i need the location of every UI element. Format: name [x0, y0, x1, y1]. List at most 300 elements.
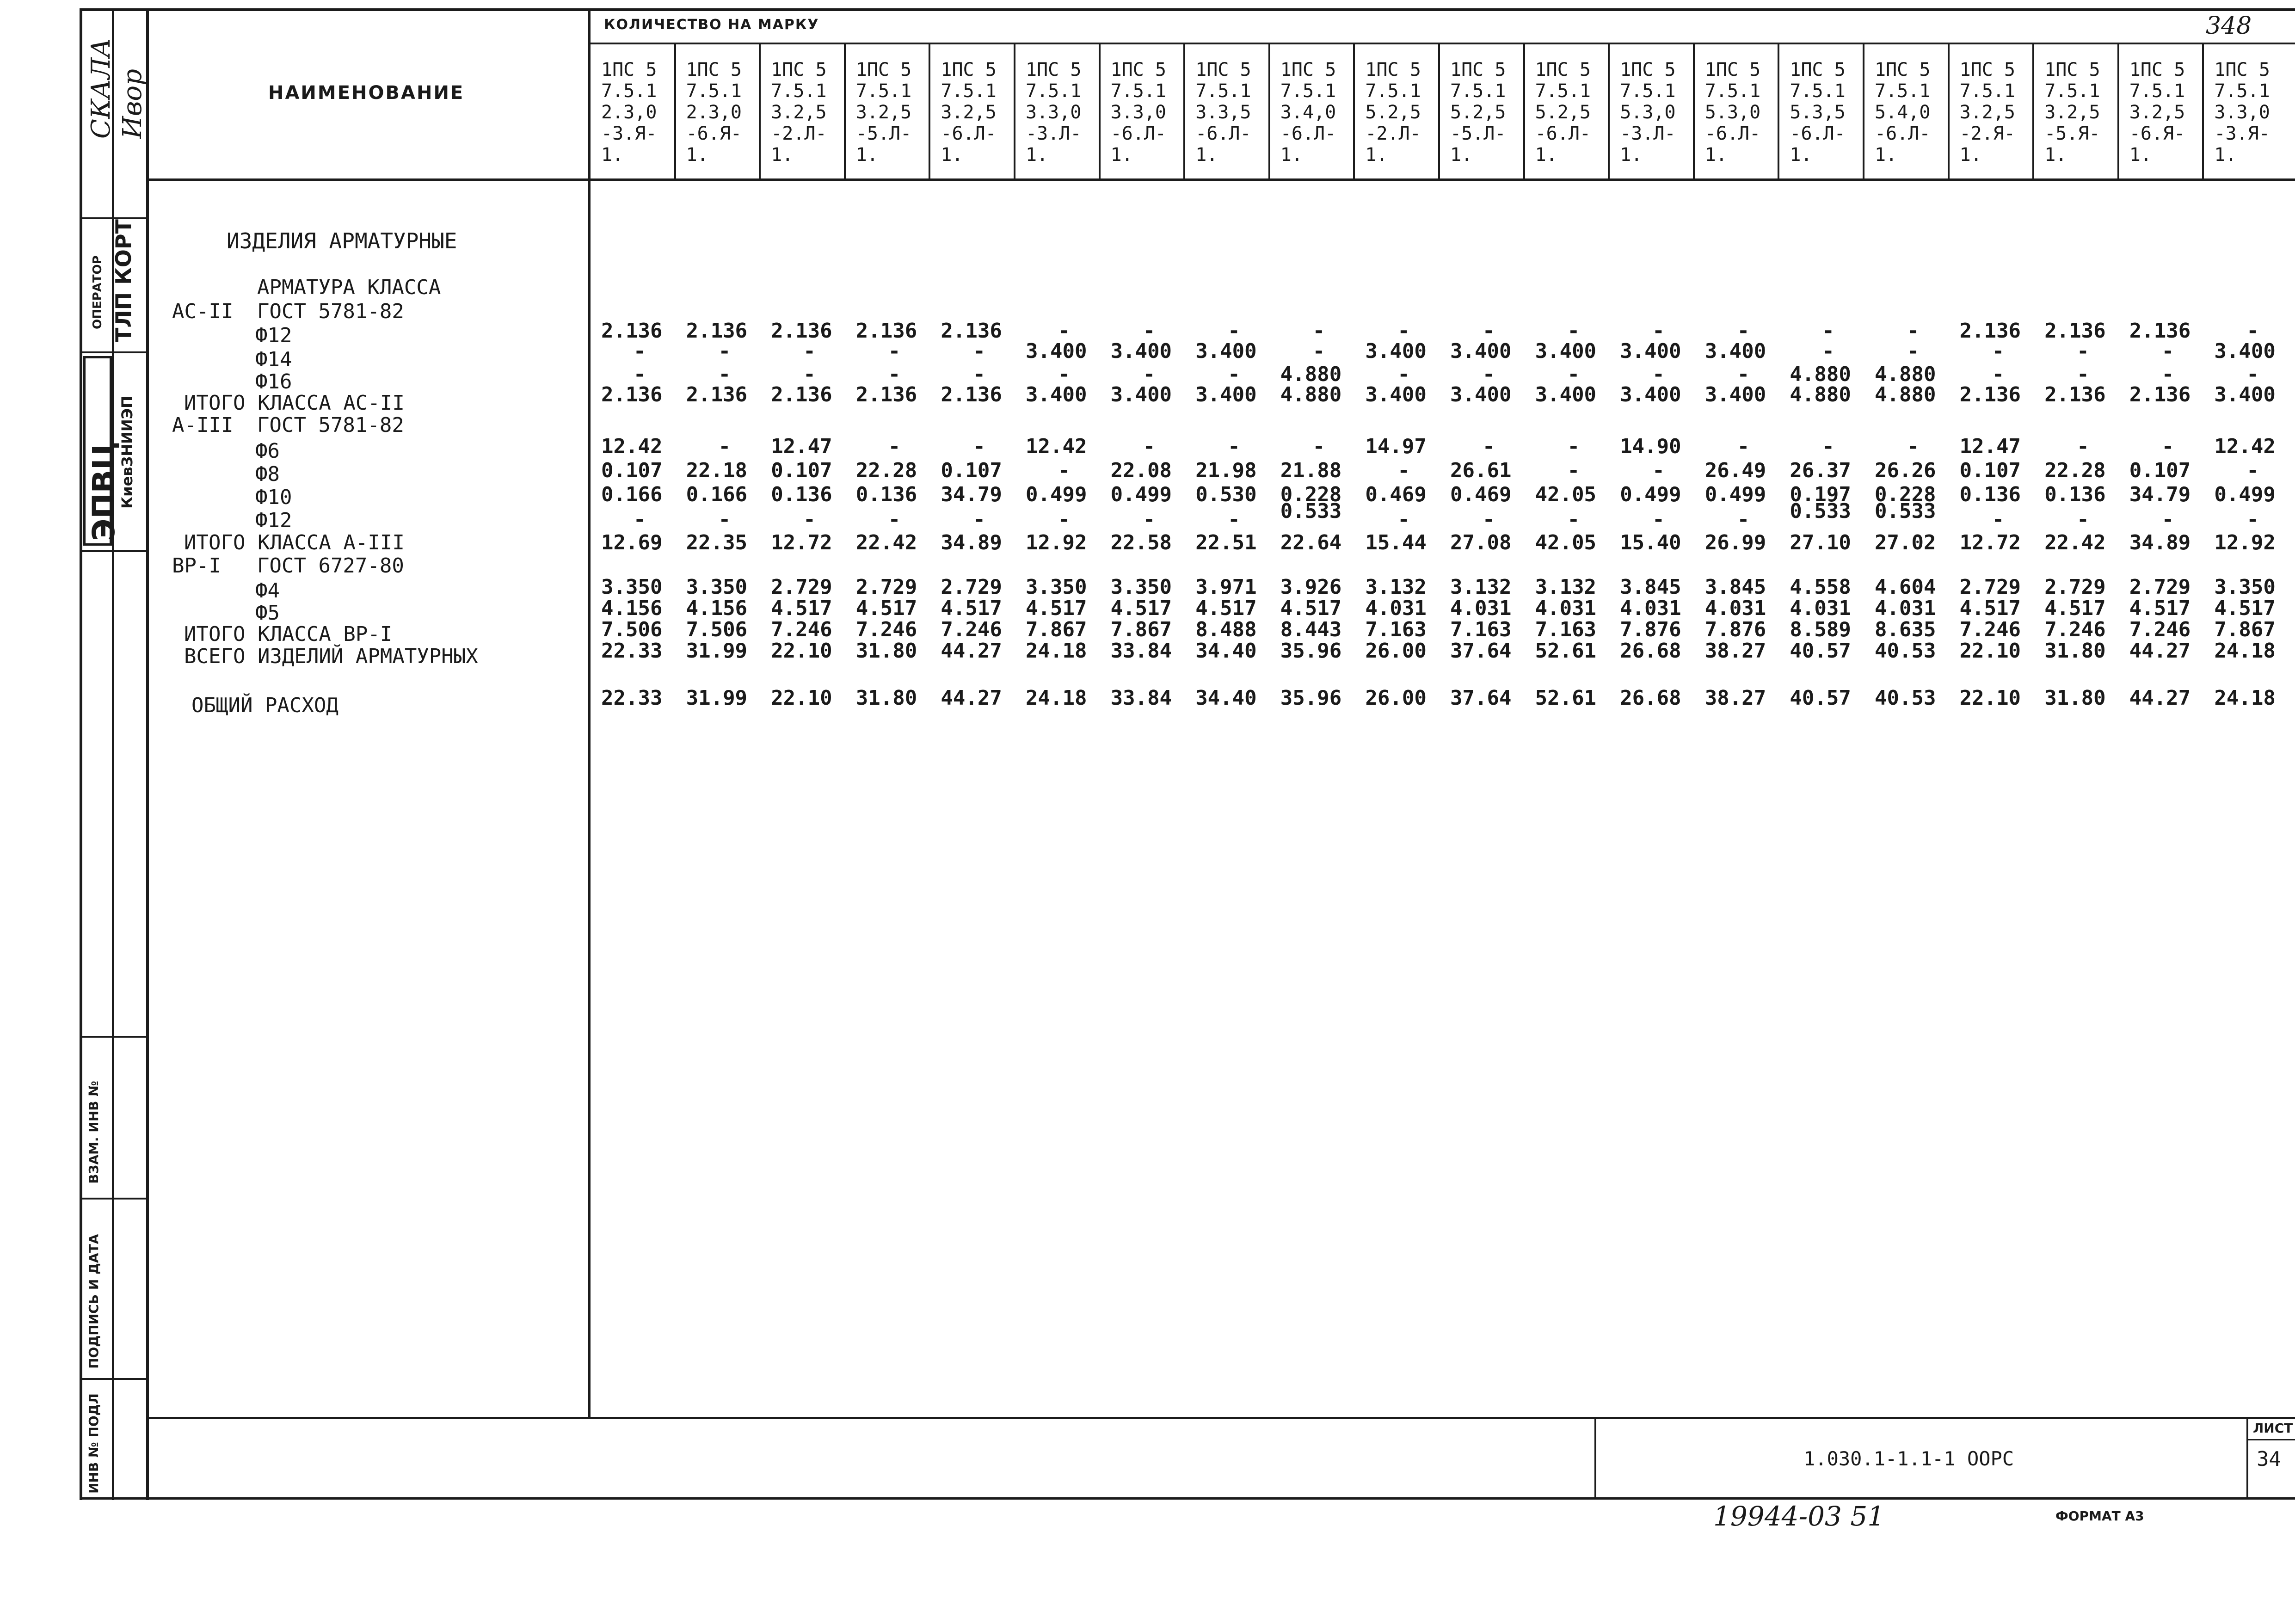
value-f4-9: 3.926: [1280, 575, 1342, 599]
value-vsego-11: 37.64: [1450, 639, 1512, 663]
footer-doc-code: 1.030.1-1.1-1 ООРС: [1803, 1447, 2014, 1470]
label-gost2: ГОСТ 5781-82: [257, 413, 404, 437]
footer-list-divider: [2246, 1417, 2248, 1499]
quantity-header-divider: [590, 43, 2295, 44]
value-f5-12: 4.031: [1535, 597, 1597, 620]
value-f10-8: 0.530: [1195, 483, 1257, 506]
mark-line: 7.5.1: [855, 80, 912, 102]
value-f4-3: 2.729: [771, 575, 832, 599]
mark-line: 7.5.1: [1620, 80, 1676, 102]
value-f12a-7: -: [1143, 319, 1156, 343]
value-f16-15: 4.880: [1790, 363, 1851, 386]
mark-line: 7.5.1: [1195, 80, 1251, 102]
value-f5-13: 4.031: [1620, 597, 1681, 620]
footer-format: ФОРМАТ А3: [2055, 1508, 2144, 1524]
value-itogo-as2-12: 3.400: [1535, 383, 1597, 406]
value-f10-9: 0.228: [1280, 483, 1342, 506]
value-f5-20: 4.517: [2214, 597, 2276, 620]
value-f12a-1: 2.136: [601, 319, 663, 343]
value-itogo-as2-9: 4.880: [1280, 383, 1342, 406]
value-f14-7: 3.400: [1110, 339, 1172, 363]
value-f12b-dash-10: -: [1397, 508, 1410, 531]
mark-line: 1ПС 5: [1195, 59, 1251, 80]
value-itogo-vr1-18: 7.246: [2044, 618, 2106, 641]
value-f12a-2: 2.136: [686, 319, 748, 343]
value-itogo-a3-20: 12.92: [2214, 531, 2276, 554]
mark-line: -6.Л-: [1195, 123, 1251, 144]
mark-line: -5.Л-: [855, 123, 912, 144]
mark-line: 1.: [1875, 144, 1897, 166]
value-itogo-as2-13: 3.400: [1620, 383, 1681, 406]
stamp-podpis: ПОДПИСЬ И ДАТА: [86, 1234, 101, 1369]
mark-col-divider: [1523, 44, 1525, 179]
value-f12b-dash-20: -: [2246, 508, 2259, 531]
mark-line: 1.: [1535, 144, 1557, 166]
value-f12b-dash-19: -: [2161, 508, 2174, 531]
value-f6-2: -: [718, 435, 731, 458]
value-f12a-14: -: [1737, 319, 1750, 343]
mark-line: 5.2,5: [1450, 102, 1506, 123]
value-itogo-a3-1: 12.69: [601, 531, 663, 554]
value-itogo-a3-15: 27.10: [1790, 531, 1851, 554]
value-itogo-a3-8: 22.51: [1195, 531, 1257, 554]
value-f8-1: 0.107: [601, 459, 663, 482]
value-f8-9: 21.88: [1280, 459, 1342, 482]
value-f16-3: -: [803, 363, 816, 386]
mark-line: -6.Л-: [1704, 123, 1761, 144]
value-f4-15: 4.558: [1790, 575, 1851, 599]
value-f8-4: 22.28: [855, 459, 917, 482]
value-f4-14: 3.845: [1704, 575, 1766, 599]
mark-line: 3.3,5: [1195, 102, 1251, 123]
value-f8-10: -: [1397, 459, 1410, 482]
value-f10-18: 0.136: [2044, 483, 2106, 506]
value-f4-4: 2.729: [855, 575, 917, 599]
mark-line: 1.: [771, 144, 794, 166]
value-f12a-13: -: [1652, 319, 1665, 343]
mark-col-divider: [1353, 44, 1355, 179]
value-itogo-vr1-9: 8.443: [1280, 618, 1342, 641]
mark-line: 1.: [686, 144, 708, 166]
value-f14-8: 3.400: [1195, 339, 1257, 363]
value-obshiy-9: 35.96: [1280, 686, 1342, 710]
mark-col-divider: [1268, 44, 1270, 179]
value-f5-2: 4.156: [686, 597, 748, 620]
mark-line: -6.Л-: [1875, 123, 1931, 144]
value-f14-6: 3.400: [1026, 339, 1087, 363]
value-vsego-10: 26.00: [1365, 639, 1427, 663]
mark-line: 1ПС 5: [1704, 59, 1761, 80]
label-obshiy: ОБЩИЙ РАСХОД: [191, 694, 338, 717]
value-f12b-dash-17: -: [1992, 508, 2005, 531]
value-f12b-dash-7: -: [1143, 508, 1156, 531]
mark-column-1: [595, 59, 673, 176]
value-obshiy-20: 24.18: [2214, 686, 2276, 710]
mark-line: -3.Л-: [1026, 123, 1082, 144]
mark-col-divider: [1863, 44, 1864, 179]
value-f16-9: 4.880: [1280, 363, 1342, 386]
stamp-operator: ОПЕРАТОР: [91, 255, 105, 329]
mark-line: 1ПС 5: [601, 59, 657, 80]
value-f6-1: 12.42: [601, 435, 663, 458]
footer-list-hline: [2246, 1439, 2295, 1440]
mark-col-divider: [844, 44, 846, 179]
value-f4-5: 2.729: [941, 575, 1002, 599]
mark-line: 3.3,0: [2214, 102, 2270, 123]
stamp-signature: Ивор: [117, 69, 148, 139]
value-f6-8: -: [1228, 435, 1240, 458]
value-itogo-a3-3: 12.72: [771, 531, 832, 554]
value-f8-14: 26.49: [1704, 459, 1766, 482]
mark-column-18: [2038, 59, 2117, 176]
value-itogo-as2-7: 3.400: [1110, 383, 1172, 406]
mark-line: 1.: [1195, 144, 1218, 166]
value-itogo-a3-6: 12.92: [1026, 531, 1087, 554]
value-f4-8: 3.971: [1195, 575, 1257, 599]
value-f16-7: -: [1143, 363, 1156, 386]
value-f10-7: 0.499: [1110, 483, 1172, 506]
mark-column-14: [1698, 59, 1777, 176]
value-itogo-as2-6: 3.400: [1026, 383, 1087, 406]
mark-line: 1ПС 5: [1280, 59, 1336, 80]
value-f16-12: -: [1567, 363, 1580, 386]
value-obshiy-6: 24.18: [1026, 686, 1087, 710]
value-obshiy-8: 34.40: [1195, 686, 1257, 710]
label-vsego: ВСЕГО ИЗДЕЛИЙ АРМАТУРНЫХ: [184, 645, 478, 668]
mark-line: 7.5.1: [1535, 80, 1591, 102]
value-obshiy-14: 38.27: [1704, 686, 1766, 710]
value-obshiy-5: 44.27: [941, 686, 1002, 710]
value-f8-15: 26.37: [1790, 459, 1851, 482]
value-obshiy-17: 22.10: [1959, 686, 2021, 710]
value-itogo-vr1-6: 7.867: [1026, 618, 1087, 641]
value-f4-19: 2.729: [2129, 575, 2191, 599]
value-f8-3: 0.107: [771, 459, 832, 482]
value-f5-6: 4.517: [1026, 597, 1087, 620]
value-f12b-dash-11: -: [1483, 508, 1495, 531]
value-f14-4: -: [888, 339, 901, 363]
value-obshiy-2: 31.99: [686, 686, 748, 710]
mark-line: -6.Л-: [1110, 123, 1167, 144]
mark-col-divider: [1778, 44, 1779, 179]
mark-col-divider: [759, 44, 761, 179]
value-f16-2: -: [718, 363, 731, 386]
mark-line: -5.Я-: [2044, 123, 2100, 144]
value-itogo-a3-2: 22.35: [686, 531, 748, 554]
mark-line: 7.5.1: [2044, 80, 2100, 102]
mark-line: 7.5.1: [771, 80, 827, 102]
value-f10-20: 0.499: [2214, 483, 2276, 506]
value-f8-7: 22.08: [1110, 459, 1172, 482]
value-f8-19: 0.107: [2129, 459, 2191, 482]
value-obshiy-7: 33.84: [1110, 686, 1172, 710]
value-f10-10: 0.469: [1365, 483, 1427, 506]
value-itogo-as2-4: 2.136: [855, 383, 917, 406]
value-f10-6: 0.499: [1026, 483, 1087, 506]
mark-col-divider: [929, 44, 930, 179]
value-f4-17: 2.729: [1959, 575, 2021, 599]
value-f6-18: -: [2077, 435, 2089, 458]
value-itogo-vr1-20: 7.867: [2214, 618, 2276, 641]
mark-line: 7.5.1: [941, 80, 997, 102]
value-vsego-14: 38.27: [1704, 639, 1766, 663]
value-f10-11: 0.469: [1450, 483, 1512, 506]
mark-line: -6.Л-: [941, 123, 997, 144]
value-f5-18: 4.517: [2044, 597, 2106, 620]
main-left-border: [146, 8, 149, 1500]
value-f12a-20: -: [2246, 319, 2259, 343]
mark-line: 1ПС 5: [2129, 59, 2185, 80]
label-f5: Ф5: [255, 601, 280, 625]
value-f14-13: 3.400: [1620, 339, 1681, 363]
value-itogo-as2-5: 2.136: [941, 383, 1002, 406]
value-f6-5: -: [973, 435, 985, 458]
value-f12b-15: 0.533: [1790, 499, 1851, 523]
mark-column-16: [1868, 59, 1947, 176]
value-f14-20: 3.400: [2214, 339, 2276, 363]
mark-col-divider: [674, 44, 676, 179]
value-itogo-as2-16: 4.880: [1875, 383, 1936, 406]
mark-line: 1ПС 5: [1620, 59, 1676, 80]
value-f8-13: -: [1652, 459, 1665, 482]
value-vsego-20: 24.18: [2214, 639, 2276, 663]
value-itogo-vr1-7: 7.867: [1110, 618, 1172, 641]
value-f10-13: 0.499: [1620, 483, 1681, 506]
value-itogo-as2-1: 2.136: [601, 383, 663, 406]
value-f14-11: 3.400: [1450, 339, 1512, 363]
value-f16-13: -: [1652, 363, 1665, 386]
mark-line: 1.: [1280, 144, 1303, 166]
value-f8-17: 0.107: [1959, 459, 2021, 482]
value-f10-4: 0.136: [855, 483, 917, 506]
value-f14-18: -: [2077, 339, 2089, 363]
mark-line: 1ПС 5: [2214, 59, 2270, 80]
value-f10-15: 0.197: [1790, 483, 1851, 506]
value-itogo-as2-14: 3.400: [1704, 383, 1766, 406]
value-f5-3: 4.517: [771, 597, 832, 620]
mark-line: 7.5.1: [1280, 80, 1336, 102]
value-f5-4: 4.517: [855, 597, 917, 620]
value-f12a-5: 2.136: [941, 319, 1002, 343]
mark-line: 1ПС 5: [1875, 59, 1931, 80]
name-col-divider: [588, 8, 591, 1419]
mark-line: -2.Я-: [1959, 123, 2016, 144]
footer-bottom-border: [80, 1497, 2295, 1500]
mark-line: 7.5.1: [1704, 80, 1761, 102]
value-itogo-vr1-2: 7.506: [686, 618, 748, 641]
mark-line: 1ПС 5: [1450, 59, 1506, 80]
frame-left-border: [80, 8, 82, 1500]
value-f5-16: 4.031: [1875, 597, 1936, 620]
value-f10-14: 0.499: [1704, 483, 1766, 506]
value-f4-7: 3.350: [1110, 575, 1172, 599]
mark-line: -2.Л-: [1365, 123, 1421, 144]
label-izdelia: ИЗДЕЛИЯ АРМАТУРНЫЕ: [227, 228, 457, 253]
label-gost1: ГОСТ 5781-82: [257, 300, 404, 323]
footer-top-border: [146, 1417, 2295, 1419]
stamp-tlp-kort: ТЛП КОРТ: [111, 219, 136, 342]
value-obshiy-12: 52.61: [1535, 686, 1597, 710]
label-f8: Ф8: [255, 462, 280, 486]
value-f14-12: 3.400: [1535, 339, 1597, 363]
value-f12a-15: -: [1822, 319, 1834, 343]
mark-line: 7.5.1: [1365, 80, 1421, 102]
mark-line: 5.3,0: [1704, 102, 1761, 123]
label-itogo-a3: ИТОГО КЛАССА А-III: [184, 531, 405, 554]
mark-line: 5.4,0: [1875, 102, 1931, 123]
stamp-kiev: КиевЗНИИЭП: [118, 396, 136, 509]
mark-line: 7.5.1: [1790, 80, 1846, 102]
value-f14-16: -: [1907, 339, 1920, 363]
value-f4-13: 3.845: [1620, 575, 1681, 599]
mark-line: 1.: [1620, 144, 1643, 166]
value-f12a-3: 2.136: [771, 319, 832, 343]
value-f8-5: 0.107: [941, 459, 1002, 482]
mark-line: -2.Л-: [771, 123, 827, 144]
value-f5-9: 4.517: [1280, 597, 1342, 620]
value-obshiy-18: 31.80: [2044, 686, 2106, 710]
mark-line: 7.5.1: [1875, 80, 1931, 102]
mark-col-divider: [1693, 44, 1695, 179]
value-f6-12: -: [1567, 435, 1580, 458]
value-itogo-as2-3: 2.136: [771, 383, 832, 406]
mark-line: 3.2,5: [2129, 102, 2185, 123]
value-f6-19: -: [2161, 435, 2174, 458]
value-itogo-vr1-12: 7.163: [1535, 618, 1597, 641]
value-f10-3: 0.136: [771, 483, 832, 506]
value-f16-4: -: [888, 363, 901, 386]
value-f5-11: 4.031: [1450, 597, 1512, 620]
mark-line: 7.5.1: [1450, 80, 1506, 102]
value-itogo-a3-13: 15.40: [1620, 531, 1681, 554]
value-f12a-12: -: [1567, 319, 1580, 343]
label-f4: Ф4: [255, 579, 280, 603]
value-f6-15: -: [1822, 435, 1834, 458]
value-f12a-17: 2.136: [1959, 319, 2021, 343]
value-itogo-vr1-19: 7.246: [2129, 618, 2191, 641]
value-f12b-dash-1: -: [634, 508, 646, 531]
mark-line: 3.3,0: [1110, 102, 1167, 123]
value-vsego-1: 22.33: [601, 639, 663, 663]
value-itogo-as2-18: 2.136: [2044, 383, 2106, 406]
mark-line: 5.2,5: [1365, 102, 1421, 123]
value-f10-16: 0.228: [1875, 483, 1936, 506]
stamp-sep-4: [80, 1036, 147, 1038]
mark-line: 7.5.1: [2214, 80, 2270, 102]
value-f12b-dash-6: -: [1058, 508, 1071, 531]
mark-line: 1.: [1704, 144, 1727, 166]
mark-line: 1ПС 5: [1026, 59, 1082, 80]
mark-col-divider: [1014, 44, 1015, 179]
value-f5-17: 4.517: [1959, 597, 2021, 620]
mark-column-7: [1104, 59, 1183, 176]
value-f5-15: 4.031: [1790, 597, 1851, 620]
value-itogo-vr1-3: 7.246: [771, 618, 832, 641]
mark-line: 3.2,5: [1959, 102, 2016, 123]
value-itogo-a3-17: 12.72: [1959, 531, 2021, 554]
value-f16-16: 4.880: [1875, 363, 1936, 386]
value-itogo-vr1-11: 7.163: [1450, 618, 1512, 641]
value-f6-6: 12.42: [1026, 435, 1087, 458]
mark-line: 1.: [1110, 144, 1133, 166]
value-f8-12: -: [1567, 459, 1580, 482]
mark-line: 7.5.1: [601, 80, 657, 102]
value-itogo-as2-17: 2.136: [1959, 383, 2021, 406]
mark-column-11: [1444, 59, 1522, 176]
value-f6-4: -: [888, 435, 901, 458]
mark-column-13: [1613, 59, 1692, 176]
value-itogo-a3-10: 15.44: [1365, 531, 1427, 554]
value-f16-1: -: [634, 363, 646, 386]
value-f12a-11: -: [1483, 319, 1495, 343]
label-itogo-vr1: ИТОГО КЛАССА ВР-I: [184, 622, 393, 646]
mark-line: 1.: [2214, 144, 2237, 166]
value-itogo-as2-11: 3.400: [1450, 383, 1512, 406]
footer-list-number: 34: [2257, 1447, 2281, 1471]
value-f4-20: 3.350: [2214, 575, 2276, 599]
value-f14-2: -: [718, 339, 731, 363]
value-itogo-a3-11: 27.08: [1450, 531, 1512, 554]
value-f14-9: -: [1312, 339, 1325, 363]
label-armatura: АРМАТУРА КЛАССА: [257, 276, 441, 299]
value-f4-6: 3.350: [1026, 575, 1087, 599]
stamp-sep-5: [80, 1198, 147, 1200]
value-f6-9: -: [1312, 435, 1325, 458]
value-f12b-dash-4: -: [888, 508, 901, 531]
value-f16-11: -: [1483, 363, 1495, 386]
mark-line: -6.Л-: [1280, 123, 1336, 144]
value-itogo-a3-16: 27.02: [1875, 531, 1936, 554]
mark-column-2: [680, 59, 758, 176]
value-f12b-dash-13: -: [1652, 508, 1665, 531]
value-f12a-8: -: [1228, 319, 1240, 343]
mark-line: 1.: [1450, 144, 1473, 166]
value-f16-20: -: [2246, 363, 2259, 386]
value-vsego-4: 31.80: [855, 639, 917, 663]
mark-column-20: [2208, 59, 2286, 176]
footer-list-label: ЛИСТ: [2253, 1421, 2293, 1436]
value-itogo-as2-19: 2.136: [2129, 383, 2191, 406]
mark-line: 1.: [2044, 144, 2067, 166]
value-f10-12: 42.05: [1535, 483, 1597, 506]
value-vsego-18: 31.80: [2044, 639, 2106, 663]
mark-column-4: [849, 59, 928, 176]
value-itogo-as2-20: 3.400: [2214, 383, 2276, 406]
mark-line: 7.5.1: [2129, 80, 2185, 102]
label-f10: Ф10: [255, 486, 292, 509]
mark-line: -3.Я-: [2214, 123, 2270, 144]
mark-line: -6.Я-: [2129, 123, 2185, 144]
value-f10-17: 0.136: [1959, 483, 2021, 506]
value-f4-2: 3.350: [686, 575, 748, 599]
stamp-sep-6: [80, 1378, 147, 1380]
mark-line: 1.: [941, 144, 963, 166]
value-f5-10: 4.031: [1365, 597, 1427, 620]
mark-line: 7.5.1: [686, 80, 742, 102]
value-itogo-as2-2: 2.136: [686, 383, 748, 406]
mark-line: 5.2,5: [1535, 102, 1591, 123]
footer-archive-number: 19944-03 51: [1713, 1501, 1885, 1532]
value-f4-1: 3.350: [601, 575, 663, 599]
value-vsego-9: 35.96: [1280, 639, 1342, 663]
mark-column-12: [1529, 59, 1607, 176]
value-f6-20: 12.42: [2214, 435, 2276, 458]
label-f14: Ф14: [255, 348, 292, 371]
value-f10-1: 0.166: [601, 483, 663, 506]
value-f12b-dash-12: -: [1567, 508, 1580, 531]
value-f14-19: -: [2161, 339, 2174, 363]
stamp-sep-2: [80, 351, 147, 353]
